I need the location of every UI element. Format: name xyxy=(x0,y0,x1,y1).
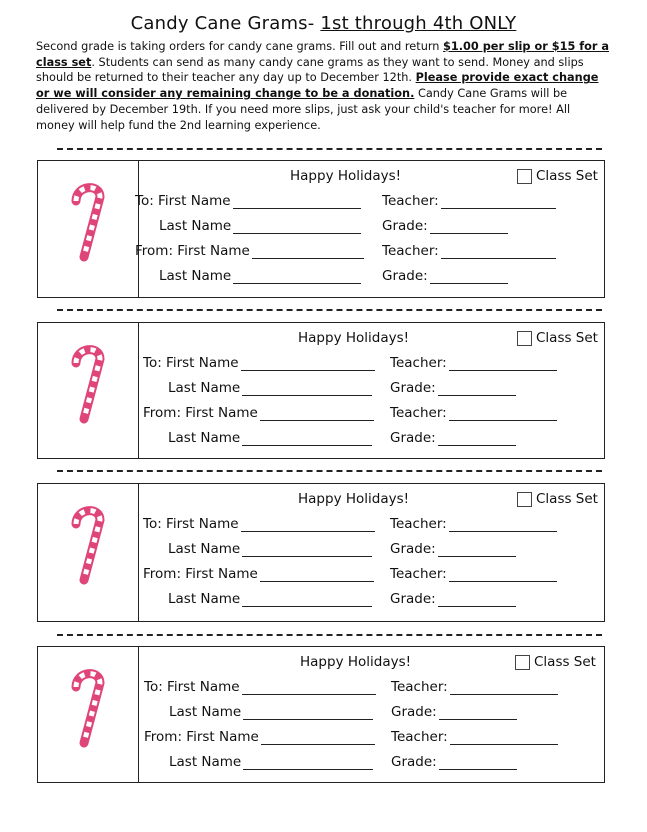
class-set-checkbox[interactable] xyxy=(517,331,532,346)
field-label: Grade: xyxy=(390,380,436,396)
from-grade-field[interactable] xyxy=(390,430,516,446)
write-line[interactable] xyxy=(241,359,375,371)
field-label: Last Name xyxy=(168,591,241,607)
write-line[interactable] xyxy=(242,384,372,396)
from-grade-field[interactable] xyxy=(390,591,516,607)
field-label: Last Name xyxy=(169,754,242,770)
from-grade-field[interactable] xyxy=(382,268,508,284)
gram-slip xyxy=(37,483,605,622)
from-last-name-field[interactable] xyxy=(168,591,372,607)
write-line[interactable] xyxy=(450,683,558,695)
write-line[interactable] xyxy=(242,545,372,557)
gram-slip xyxy=(37,322,605,459)
field-label: From: First Name xyxy=(135,243,250,259)
from-grade-field[interactable] xyxy=(391,754,517,770)
field-label: Teacher: xyxy=(390,405,447,421)
to-grade-field[interactable] xyxy=(390,541,516,557)
to-first-name-field[interactable] xyxy=(144,679,376,695)
write-line[interactable] xyxy=(260,409,374,421)
field-label: Last Name xyxy=(168,430,241,446)
class-set-checkbox[interactable] xyxy=(515,655,530,670)
field-label: Grade: xyxy=(382,218,428,234)
field-label: Grade: xyxy=(390,591,436,607)
write-line[interactable] xyxy=(243,708,373,720)
intro-price: $1.00 per slip or $15 for a class set xyxy=(36,40,610,69)
cut-line xyxy=(57,470,602,472)
to-last-name-field[interactable] xyxy=(169,704,373,720)
write-line[interactable] xyxy=(243,758,373,770)
field-label: Last Name xyxy=(168,380,241,396)
class-set-label: Class Set xyxy=(534,654,596,670)
intro-change-note: Please provide exact change or we will consider any remaining change to be a donation. xyxy=(36,71,599,101)
slip-greeting: Happy Holidays! xyxy=(290,168,402,184)
field-label: Grade: xyxy=(390,541,436,557)
to-first-name-field[interactable] xyxy=(143,516,375,532)
field-label: From: First Name xyxy=(143,405,258,421)
slip-greeting: Happy Holidays! xyxy=(300,654,412,670)
cane-panel xyxy=(38,647,139,782)
title-emphasis: 1st through 4th ONLY xyxy=(320,13,517,34)
field-label: To: First Name xyxy=(143,355,239,371)
to-last-name-field[interactable] xyxy=(159,218,361,234)
slip-greeting: Happy Holidays! xyxy=(298,491,410,507)
page-title xyxy=(0,13,647,34)
intro-text-1: Second grade is taking orders for candy cane grams. Fill out and return xyxy=(36,40,444,53)
field-label: From: First Name xyxy=(144,729,259,745)
write-line[interactable] xyxy=(260,570,374,582)
class-set-checkbox[interactable] xyxy=(517,492,532,507)
field-label: Grade: xyxy=(382,268,428,284)
to-first-name-field[interactable] xyxy=(143,355,375,371)
from-first-name-field[interactable] xyxy=(143,405,374,421)
to-grade-field[interactable] xyxy=(382,218,508,234)
from-last-name-field[interactable] xyxy=(159,268,361,284)
cane-panel xyxy=(38,323,139,458)
intro-text-3: Candy Cane Grams will be delivered by December 19th. If you need more slips, just ask your child's teacher for more! All money will help fund the 2nd learning experience. xyxy=(36,87,571,132)
write-line[interactable] xyxy=(449,520,557,532)
to-last-name-field[interactable] xyxy=(168,541,372,557)
from-first-name-field[interactable] xyxy=(135,243,364,259)
field-label: To: First Name xyxy=(144,679,240,695)
to-teacher-field[interactable] xyxy=(390,355,557,371)
write-line[interactable] xyxy=(441,197,556,209)
write-line[interactable] xyxy=(242,434,372,446)
write-line[interactable] xyxy=(438,595,516,607)
to-first-name-field[interactable] xyxy=(135,193,361,209)
field-label: Teacher: xyxy=(390,566,447,582)
slip-greeting: Happy Holidays! xyxy=(298,330,410,346)
to-grade-field[interactable] xyxy=(390,380,516,396)
write-line[interactable] xyxy=(233,272,361,284)
field-label: Teacher: xyxy=(382,193,439,209)
from-first-name-field[interactable] xyxy=(144,729,375,745)
candy-cane-icon xyxy=(62,175,112,270)
write-line[interactable] xyxy=(242,683,376,695)
write-line[interactable] xyxy=(450,733,558,745)
gram-slip xyxy=(37,160,605,298)
to-teacher-field[interactable] xyxy=(390,516,557,532)
candy-cane-icon xyxy=(62,337,112,432)
write-line[interactable] xyxy=(233,222,361,234)
title-main: Candy Cane Grams- xyxy=(130,13,321,34)
field-label: Last Name xyxy=(168,541,241,557)
class-set-option[interactable] xyxy=(517,330,598,346)
field-label: To: First Name xyxy=(143,516,239,532)
field-label: Last Name xyxy=(159,268,232,284)
cane-panel xyxy=(38,484,139,621)
write-line[interactable] xyxy=(439,758,517,770)
class-set-option[interactable] xyxy=(517,491,598,507)
write-line[interactable] xyxy=(441,247,556,259)
write-line[interactable] xyxy=(439,708,517,720)
from-teacher-field[interactable] xyxy=(391,729,558,745)
field-label: Grade: xyxy=(391,754,437,770)
class-set-option[interactable] xyxy=(515,654,596,670)
candy-cane-icon xyxy=(62,661,112,756)
write-line[interactable] xyxy=(233,197,361,209)
intro-text-2: . Students can send as many candy cane grams as they want to send. Money and slips should be returned to their teacher any day up to December 12th. xyxy=(36,55,584,85)
intro-paragraph xyxy=(36,39,612,133)
from-teacher-field[interactable] xyxy=(382,243,556,259)
from-last-name-field[interactable] xyxy=(168,430,372,446)
cut-line xyxy=(57,148,602,150)
from-teacher-field[interactable] xyxy=(390,566,557,582)
write-line[interactable] xyxy=(430,272,508,284)
field-label: Last Name xyxy=(159,218,232,234)
cut-line xyxy=(57,634,602,636)
write-line[interactable] xyxy=(449,409,557,421)
write-line[interactable] xyxy=(438,545,516,557)
field-label: Last Name xyxy=(169,704,242,720)
from-first-name-field[interactable] xyxy=(143,566,374,582)
field-label: To: First Name xyxy=(135,193,231,209)
class-set-option[interactable] xyxy=(517,168,598,184)
write-line[interactable] xyxy=(252,247,364,259)
field-label: Grade: xyxy=(391,704,437,720)
class-set-label: Class Set xyxy=(536,168,598,184)
field-label: Teacher: xyxy=(391,729,448,745)
write-line[interactable] xyxy=(438,434,516,446)
write-line[interactable] xyxy=(241,520,375,532)
field-label: Teacher: xyxy=(382,243,439,259)
to-teacher-field[interactable] xyxy=(382,193,556,209)
candy-cane-icon xyxy=(62,498,112,593)
to-grade-field[interactable] xyxy=(391,704,517,720)
class-set-checkbox[interactable] xyxy=(517,169,532,184)
write-line[interactable] xyxy=(438,384,516,396)
from-teacher-field[interactable] xyxy=(390,405,557,421)
to-teacher-field[interactable] xyxy=(391,679,558,695)
from-last-name-field[interactable] xyxy=(169,754,373,770)
to-last-name-field[interactable] xyxy=(168,380,372,396)
field-label: Teacher: xyxy=(391,679,448,695)
write-line[interactable] xyxy=(449,570,557,582)
gram-slip xyxy=(37,646,605,783)
cane-panel xyxy=(38,161,139,297)
class-set-label: Class Set xyxy=(536,330,598,346)
field-label: Teacher: xyxy=(390,355,447,371)
field-label: Teacher: xyxy=(390,516,447,532)
cut-line xyxy=(57,309,602,311)
field-label: From: First Name xyxy=(143,566,258,582)
class-set-label: Class Set xyxy=(536,491,598,507)
write-line[interactable] xyxy=(430,222,508,234)
write-line[interactable] xyxy=(261,733,375,745)
write-line[interactable] xyxy=(242,595,372,607)
field-label: Grade: xyxy=(390,430,436,446)
write-line[interactable] xyxy=(449,359,557,371)
